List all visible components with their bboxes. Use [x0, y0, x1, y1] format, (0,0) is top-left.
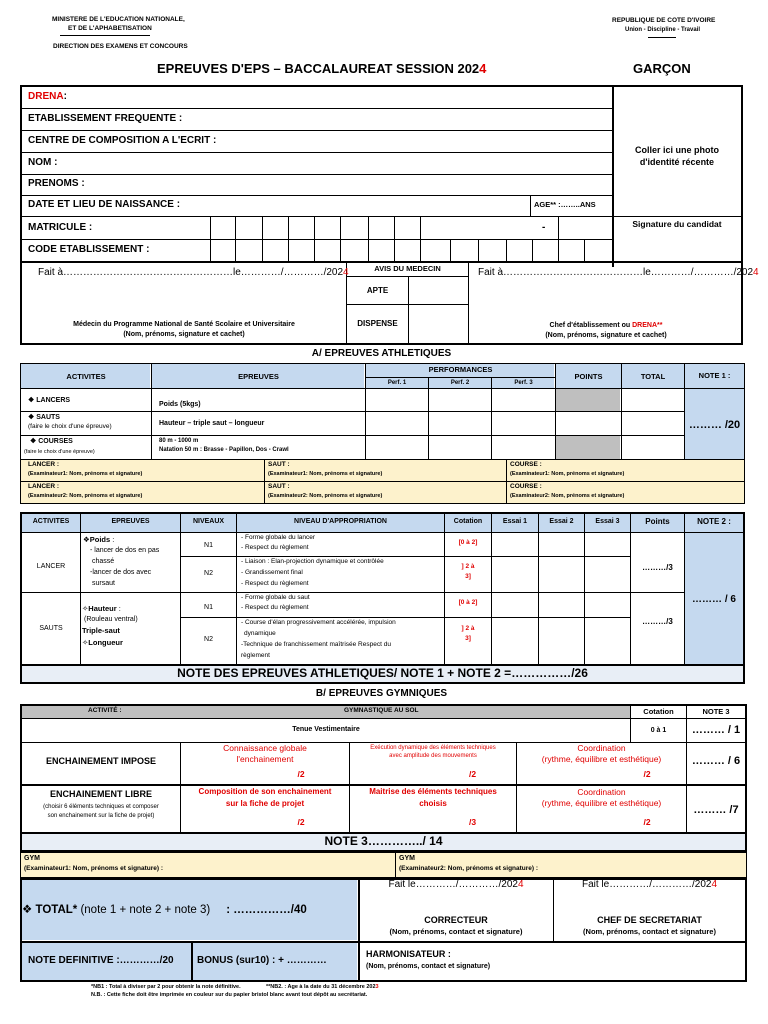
app-lancer-title: ❖Poids :: [83, 535, 115, 544]
note-definitive: NOTE DEFINITIVE :…………/20: [28, 955, 174, 966]
photo-line1: Coller ici une photo: [634, 145, 719, 155]
col-note1: NOTE 1 :: [698, 371, 731, 380]
col-perf1: Perf. 1: [387, 380, 407, 386]
impose-note: ……… / 6: [691, 755, 741, 767]
nb3: N.B. : Cette fiche doit être imprimée en couleur sur du papier bristol blanc avant tout dépôt au secrétariat.: [91, 992, 368, 998]
centre-label: CENTRE DE COMPOSITION A L'ECRIT :: [28, 135, 217, 146]
exam-course2-sub: (Examinateur2: Nom, prénoms et signature): [510, 493, 625, 499]
libre-crit3-l1: Coordination: [577, 787, 626, 797]
libre-crit1-l1: Composition de son enchainement: [198, 787, 332, 796]
ministry-line2: ET DE L'APHABETISATION: [68, 25, 152, 32]
gym-cotation: Cotation: [643, 707, 674, 716]
page-title: EPREUVES D'EPS – BACCALAUREAT SESSION 2024: [157, 61, 487, 76]
fait-correcteur: Fait le…………/…………/2024: [388, 879, 524, 890]
courses-epreuve2: Natation 50 m : Brasse - Papillon, Dos - Crawl: [159, 447, 289, 453]
age-label: AGE** :……..ANS: [534, 200, 596, 209]
courses-sub: (faire le choix d'une épreuve): [24, 449, 95, 455]
app-sauts-ep4: ✧Longueur: [82, 638, 123, 647]
app-sauts-ep1: ✧Hauteur :: [82, 604, 121, 613]
prenoms-label: PRENOMS :: [28, 178, 85, 189]
app-lancer-n2-l2: - Grandissement final: [241, 569, 303, 576]
app-lancer: LANCER: [36, 563, 66, 570]
republic-line: REPUBLIQUE DE COTE D'IVOIRE: [612, 17, 716, 24]
courses-label: ❖ COURSES: [30, 438, 73, 445]
col-points: POINTS: [574, 372, 603, 381]
exam-lancer1: LANCER :: [28, 461, 60, 468]
tenue-note: ……… / 1: [691, 724, 741, 736]
fait-right: Fait à……………………………………le…………/…………/2024: [478, 267, 759, 278]
impose-crit2-max: /2: [468, 769, 477, 779]
app-sauts-n2: N2: [204, 636, 213, 643]
total-line: ❖ TOTAL* (note 1 + note 2 + note 3) : ……………/40: [22, 904, 307, 916]
app-sauts-ep3: Triple-saut: [82, 626, 120, 635]
app-sauts: SAUTS: [39, 625, 63, 632]
app-sauts-cot2-l2: 3]: [465, 635, 471, 642]
libre-note: ……… /7: [693, 804, 739, 816]
dispense-label: DISPENSE: [357, 319, 398, 328]
harmonisateur-sub: (Nom, prénoms, contact et signature): [366, 963, 491, 970]
sauts-sub: (faire le choix d'une épreuve): [28, 423, 112, 430]
identity-block: [20, 85, 743, 345]
impose-crit1-max: /2: [297, 769, 305, 779]
note3-total: NOTE 3…………../ 14: [324, 834, 443, 848]
code-label: CODE ETABLISSEMENT :: [28, 244, 150, 255]
gym-note3: NOTE 3: [702, 707, 730, 716]
ministry-line1: MINISTERE DE L'EDUCATION NATIONALE,: [52, 16, 185, 23]
chef-sec-label: CHEF DE SECRETARIAT: [597, 915, 702, 925]
app-col-essai2: Essai 2: [549, 518, 574, 525]
app-col-note2: NOTE 2 :: [697, 517, 731, 526]
app-lancer-cot1: [0 à 2]: [458, 539, 478, 546]
app-sauts-points: ………/3: [642, 617, 673, 626]
appropriation-table: [20, 512, 745, 684]
gender-label: GARÇON: [633, 61, 691, 76]
exam-lancer1-sub: (Examinateur1: Nom, prénoms et signature): [28, 471, 143, 477]
libre-sub1: (choisir 6 éléments techniques et composer: [43, 804, 159, 810]
note1-value: ……… /20: [688, 419, 741, 431]
impose-label: ENCHAINEMENT IMPOSE: [45, 756, 156, 766]
app-lancer-n2-l1: - Liaison : Elan-projection dynamique et contrôlée: [241, 558, 384, 565]
libre-crit3-l2: (rythme, équilibre et esthétique): [541, 798, 662, 808]
drena-label: DRENA:: [28, 91, 67, 102]
direction-line: DIRECTION DES EXAMENS ET CONCOURS: [53, 43, 188, 50]
gym-title: B/ EPREUVES GYMNIQUES: [315, 688, 448, 699]
libre-crit2-l2: choisis: [419, 799, 447, 808]
libre-crit3-max: /2: [643, 817, 651, 827]
app-col-epreuves: EPREUVES: [111, 518, 150, 525]
app-lancer-l1: - lancer de dos en pas: [90, 547, 160, 554]
app-sauts-n1: N1: [204, 604, 213, 611]
app-col-niveaux: NIVEAUX: [192, 518, 225, 525]
exam-lancer2-sub: (Examinateur2: Nom, prénoms et signature): [28, 493, 143, 499]
exam-course1-sub: (Examinateur1: Nom, prénoms et signature): [510, 471, 625, 477]
sauts-epreuve: Hauteur – triple saut – longueur: [159, 420, 265, 427]
courses-epreuve1: 80 m - 1000 m: [159, 438, 199, 444]
app-col-essai1: Essai 1: [502, 518, 528, 525]
note2-value: ……… / 6: [692, 594, 736, 605]
app-sauts-n2-l1: - Course d'élan progressivement accélérée, impulsion: [241, 619, 396, 626]
app-sauts-n2-l2: dynamique: [244, 630, 276, 637]
app-lancer-n2-l3: - Respect du règlement: [241, 580, 309, 587]
app-col-cotation: Cotation: [453, 518, 483, 525]
apte-label: APTE: [366, 286, 389, 295]
nom-label: NOM :: [28, 157, 58, 168]
app-lancer-n1: N1: [204, 542, 213, 549]
fait-chef: Fait le…………/…………/2024: [581, 879, 718, 890]
gym-ex1: GYM: [24, 855, 40, 862]
exam-saut1-sub: (Examinateur1: Nom, prénoms et signature): [268, 471, 383, 477]
correcteur-sub: (Nom, prénoms, contact et signature): [389, 927, 523, 936]
col-perf3: Perf. 3: [514, 380, 533, 386]
app-col-niveau: NIVEAU D'APPROPRIATION: [294, 518, 387, 525]
app-lancer-cot2-l1: ] 2 à: [461, 563, 475, 570]
col-epreuves: EPREUVES: [238, 372, 279, 381]
impose-crit2-l1: Exécution dynamique des éléments techniques: [370, 745, 496, 751]
libre-label: ENCHAINEMENT LIBRE: [49, 789, 152, 799]
exam-saut2: SAUT :: [268, 483, 290, 490]
matricule-label: MATRICULE :: [28, 222, 93, 233]
medecin-line1: Médecin du Programme National de Santé Scolaire et Universitaire: [73, 321, 295, 328]
signature-label: Signature du candidat: [632, 219, 722, 229]
gym-sol: GYMNASTIQUE AU SOL: [344, 707, 419, 714]
exam-course1: COURSE :: [510, 461, 542, 468]
app-sauts-cot1: [0 à 2]: [458, 599, 478, 606]
lancers-label: ❖ LANCERS: [28, 397, 71, 404]
libre-crit2-l1: Maitrise des éléments techniques: [369, 787, 497, 796]
app-sauts-n1-l1: - Forme globale du saut: [241, 594, 310, 601]
tenue-cotation: 0 à 1: [650, 727, 667, 734]
chef-line1: Chef d'établissement ou DRENA**: [549, 322, 663, 329]
exam-course2: COURSE :: [510, 483, 542, 490]
app-sauts-n2-l3: -Technique de franchissement maîtrisée Respect du: [241, 641, 391, 648]
impose-crit3-max: /2: [643, 769, 651, 779]
etablissement-label: ETABLISSEMENT FREQUENTE :: [28, 113, 183, 124]
gym-activite: ACTIVITÉ :: [88, 707, 122, 714]
app-sauts-ep2: (Rouleau ventral): [84, 616, 138, 623]
libre-crit1-l2: sur la fiche de projet: [225, 799, 305, 808]
nb1: *NB1 : Total à diviser par 2 pour obtenir la note définitive.: [91, 984, 241, 990]
impose-crit3-l1: Coordination: [577, 743, 626, 753]
col-performances: PERFORMANCES: [428, 365, 493, 374]
app-lancer-l3: -lancer de dos avec: [90, 569, 152, 576]
nb2: **NB2. : Age à la date du 31 décembre 2023: [266, 984, 379, 990]
app-col-points: Points: [645, 517, 670, 526]
app-lancer-l4: sursaut: [92, 580, 115, 587]
app-lancer-n1-l2: - Respect du règlement: [241, 544, 309, 551]
libre-crit1-max: /2: [297, 817, 305, 827]
bonus: BONUS (sur10) : + …………: [197, 955, 327, 966]
app-col-activites: ACTIVITES: [32, 518, 70, 525]
gym-ex2: GYM: [399, 855, 415, 862]
app-lancer-l2: chassé: [92, 558, 115, 565]
chef-line2: (Nom, prénoms, signature et cachet): [545, 332, 667, 339]
photo-line2: d'identité récente: [639, 157, 715, 167]
libre-sub2: son enchainement sur la fiche de projet): [47, 813, 155, 819]
app-lancer-n2: N2: [204, 570, 213, 577]
avis-medecin: AVIS DU MEDECIN: [374, 264, 441, 273]
exam-saut2-sub: (Examinateur2: Nom, prénoms et signature): [268, 493, 383, 499]
app-col-essai3: Essai 3: [595, 518, 620, 525]
exam-saut1: SAUT :: [268, 461, 290, 468]
impose-crit1-l2: l'enchainement: [236, 754, 294, 764]
gym-ex1-sub: (Examinateur1: Nom, prénoms et signature) :: [24, 865, 164, 872]
app-lancer-points: ………/3: [642, 563, 673, 572]
app-lancer-n1-l1: - Forme globale du lancer: [241, 534, 316, 541]
app-lancer-cot2-l2: 3]: [465, 573, 471, 580]
app-sauts-n2-l4: règlement: [241, 652, 270, 659]
date-lieu-label: DATE ET LIEU DE NAISSANCE :: [28, 199, 181, 210]
matricule-dash: -: [542, 222, 546, 233]
exam-lancer2: LANCER :: [28, 483, 60, 490]
impose-crit1-l1: Connaissance globale: [223, 743, 307, 753]
medecin-line2: (Nom, prénoms, signature et cachet): [123, 331, 245, 338]
athletics-total-line: NOTE DES EPREUVES ATHLETIQUES/ NOTE 1 + NOTE 2 =……………/26: [177, 666, 588, 680]
col-activites: ACTIVITES: [66, 372, 106, 381]
sauts-label: ❖ SAUTS: [28, 414, 60, 421]
athletics-title: A/ EPREUVES ATHLETIQUES: [311, 348, 452, 359]
fait-left: Fait à……………………………………………le…………/…………/2024: [38, 267, 349, 278]
col-perf2: Perf. 2: [450, 380, 470, 386]
tenue-label: Tenue Vestimentaire: [292, 726, 360, 733]
correcteur-label: CORRECTEUR: [424, 915, 488, 925]
app-sauts-cot2-l1: ] 2 à: [461, 625, 475, 632]
harmonisateur: HARMONISATEUR :: [366, 949, 451, 959]
impose-crit2-l2: avec amplitude des mouvements: [389, 753, 477, 759]
col-total: TOTAL: [640, 372, 666, 381]
chef-sec-sub: (Nom, prénoms, contact et signature): [583, 927, 716, 936]
gym-ex2-sub: (Examinateur2: Nom, prénoms et signature) :: [399, 865, 539, 872]
motto-line: Union - Discipline - Travail: [625, 27, 701, 33]
libre-crit2-max: /3: [468, 817, 477, 827]
impose-crit3-l2: (rythme, équilibre et esthétique): [541, 754, 662, 764]
lancers-epreuve: Poids (5kgs): [159, 401, 201, 408]
app-sauts-n1-l2: - Respect du règlement: [241, 604, 309, 611]
